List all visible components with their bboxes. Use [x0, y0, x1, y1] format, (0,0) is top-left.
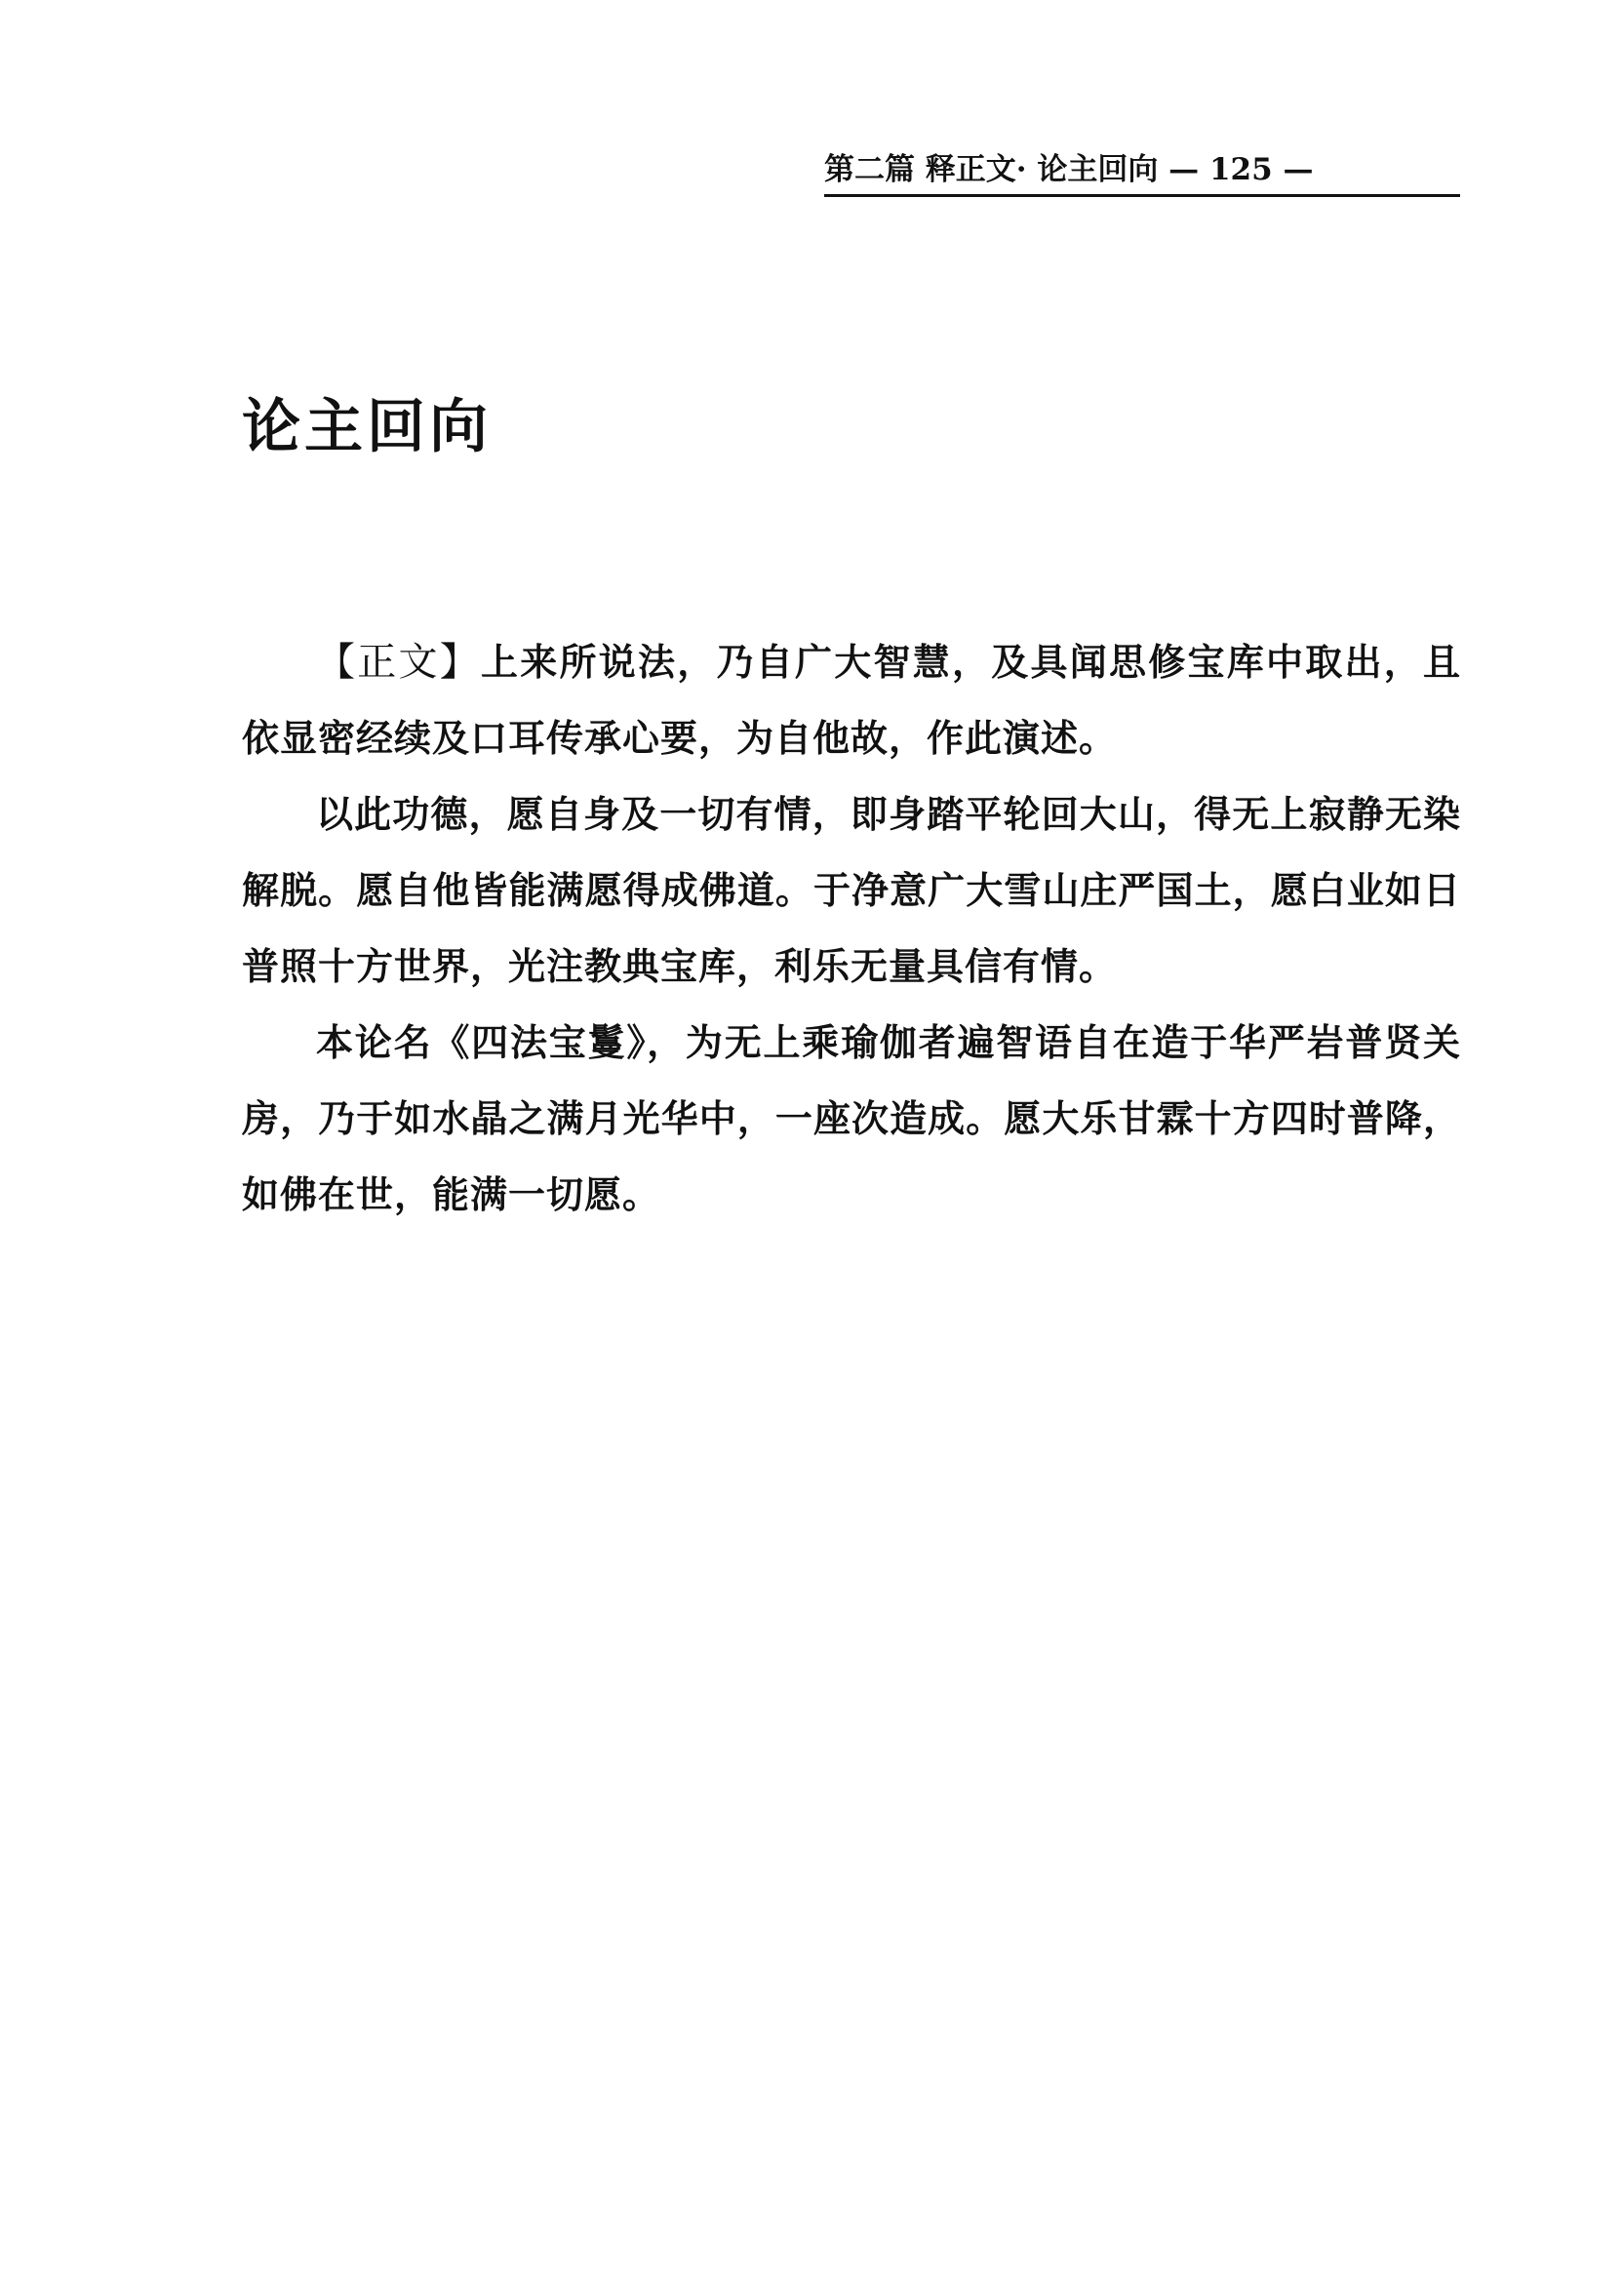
- paragraph-2: [242, 776, 1461, 1005]
- paragraph-2-text: 以此功德，愿自身及一切有情，即身踏平轮回大山，得无上寂静无染解脱。愿自他皆能满愿得成佛道。于净意广大雪山庄严国土，愿白业如日普照十方世界，光注教典宝库，利乐无量具信有情。: [242, 793, 1461, 988]
- running-header-text: 第二篇 释正文· 论主回向 — 125 —: [824, 152, 1314, 187]
- header-rule: [824, 194, 1460, 197]
- body-text: [242, 624, 1461, 1233]
- chapter-title: 论主回向: [242, 393, 492, 461]
- paragraph-1-text: 上来所说法，乃自广大智慧，及具闻思修宝库中取出，且依显密经续及口耳传承心要，为自他故，作此演述。: [242, 641, 1461, 760]
- paragraph-3: [242, 1005, 1461, 1233]
- paragraph-3-text: 本论名《四法宝鬘》，为无上乘瑜伽者遍智语自在造于华严岩普贤关房，乃于如水晶之满月光华中，一座次造成。愿大乐甘霖十方四时普降，如佛在世，能满一切愿。: [242, 1021, 1461, 1216]
- lead-label: 【正文】: [316, 640, 481, 685]
- running-header: [824, 146, 1460, 193]
- paragraph-1: [242, 624, 1461, 776]
